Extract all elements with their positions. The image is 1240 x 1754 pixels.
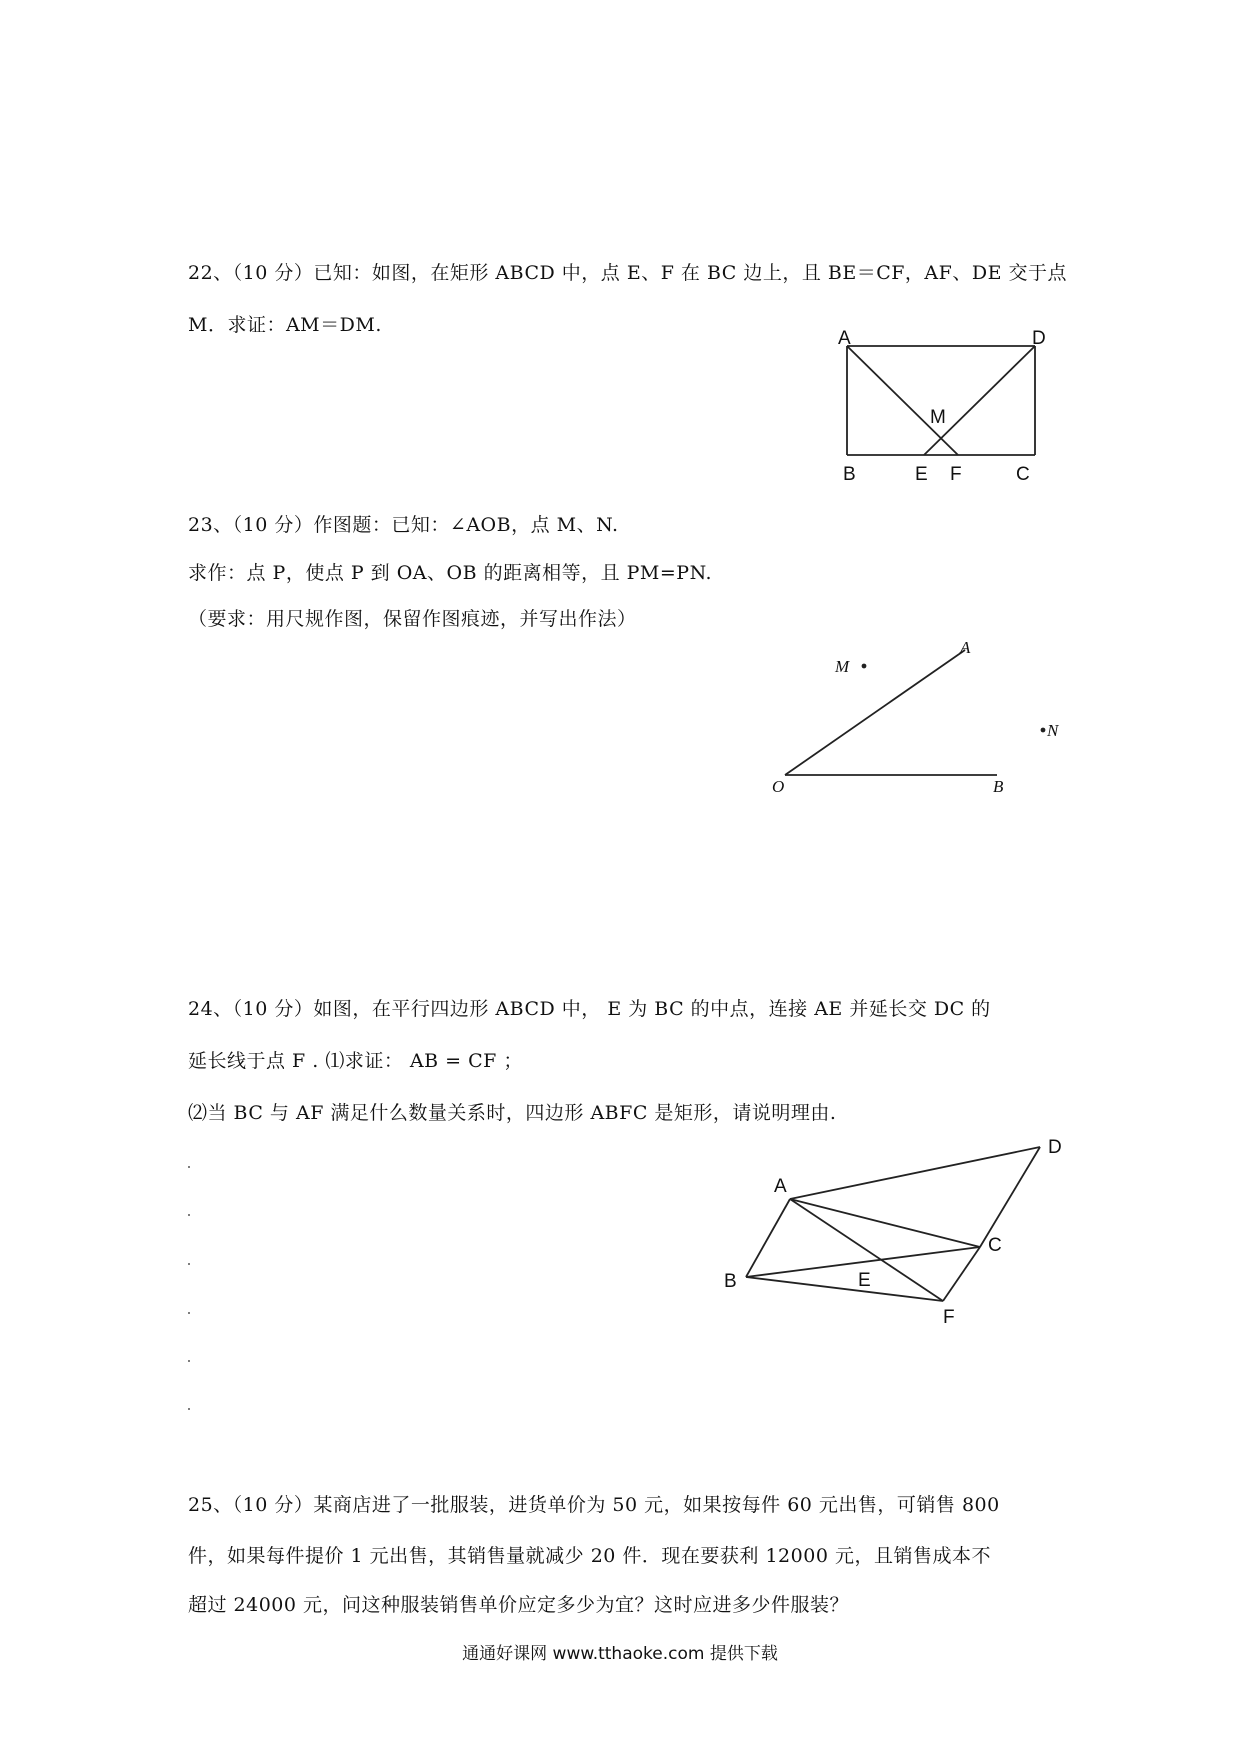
label-b: B (724, 1271, 737, 1292)
problem-22-line-2: M．求证：AM＝DM. (188, 314, 382, 336)
figure-parallelogram-abcd (700, 1125, 1080, 1349)
ray-oa (785, 650, 965, 775)
point-n (1041, 728, 1046, 733)
problem-25-line-3: 超过 24000 元，问这种服装销售单价应定多少为宜？这时应进多少件服装？ (188, 1594, 850, 1616)
label-b: B (843, 464, 856, 485)
problem-24-line-2: 延长线于点 F . ⑴求证： AB = CF ； (188, 1050, 523, 1072)
label-f: F (943, 1307, 955, 1328)
point-m (862, 664, 867, 669)
answer-space-dot (188, 1214, 190, 1216)
figure-rectangle-abcd (820, 320, 1060, 499)
problem-24-line-1: 24、（10 分）如图，在平行四边形 ABCD 中， E 为 BC 的中点，连接 AE 并延长交 DC 的 (188, 998, 991, 1020)
label-a: A (838, 328, 851, 349)
label-c: C (1016, 464, 1030, 485)
footer-source-note: 通通好课网 www.tthaoke.com 提供下载 (462, 1644, 778, 1664)
problem-25-line-1: 25、（10 分）某商店进了一批服装，进货单价为 50 元，如果按每件 60 元出售，可销售 800 (188, 1494, 1000, 1516)
segment-dc (980, 1147, 1040, 1247)
segment-ab (746, 1199, 790, 1277)
problem-24-line-3: ⑵当 BC 与 AF 满足什么数量关系时，四边形 ABFC 是矩形，请说明理由. (188, 1102, 837, 1124)
label-a: A (774, 1176, 787, 1197)
answer-space-dot (188, 1408, 190, 1410)
answer-space-dot (188, 1263, 190, 1265)
label-d: D (1032, 328, 1046, 349)
problem-23-line-1: 23、（10 分）作图题：已知：∠AOB，点 M、N. (188, 514, 619, 536)
label-e: E (915, 464, 928, 485)
label-a: A (960, 638, 971, 657)
label-m: M (930, 407, 946, 428)
problem-23-line-2: 求作：点 P，使点 P 到 OA、OB 的距离相等，且 PM=PN. (188, 562, 713, 584)
segment-ad (790, 1147, 1040, 1199)
answer-space-dot (188, 1312, 190, 1314)
problem-23-line-3: （要求：用尺规作图，保留作图痕迹，并写出作法） (188, 608, 637, 630)
label-d: D (1048, 1137, 1062, 1158)
answer-space-dot (188, 1360, 190, 1362)
label-o: O (772, 777, 785, 796)
label-m: M (835, 657, 850, 676)
label-e: E (858, 1270, 871, 1291)
label-b: B (993, 777, 1004, 796)
segment-ac (790, 1199, 980, 1247)
problem-25-line-2: 件，如果每件提价 1 元出售，其销售量就减少 20 件．现在要获利 12000 元，且销售成本不 (188, 1545, 991, 1567)
segment-de (924, 346, 1035, 455)
problem-22-line-1: 22、（10 分）已知：如图，在矩形 ABCD 中，点 E、F 在 BC 边上，且 BE＝CF，AF、DE 交于点 (188, 262, 1067, 284)
label-f: F (950, 464, 962, 485)
label-n: N (1047, 721, 1059, 740)
segment-cf (943, 1247, 980, 1301)
label-c: C (988, 1235, 1002, 1256)
answer-space-dot (188, 1166, 190, 1168)
figure-angle-aob (760, 630, 1080, 814)
